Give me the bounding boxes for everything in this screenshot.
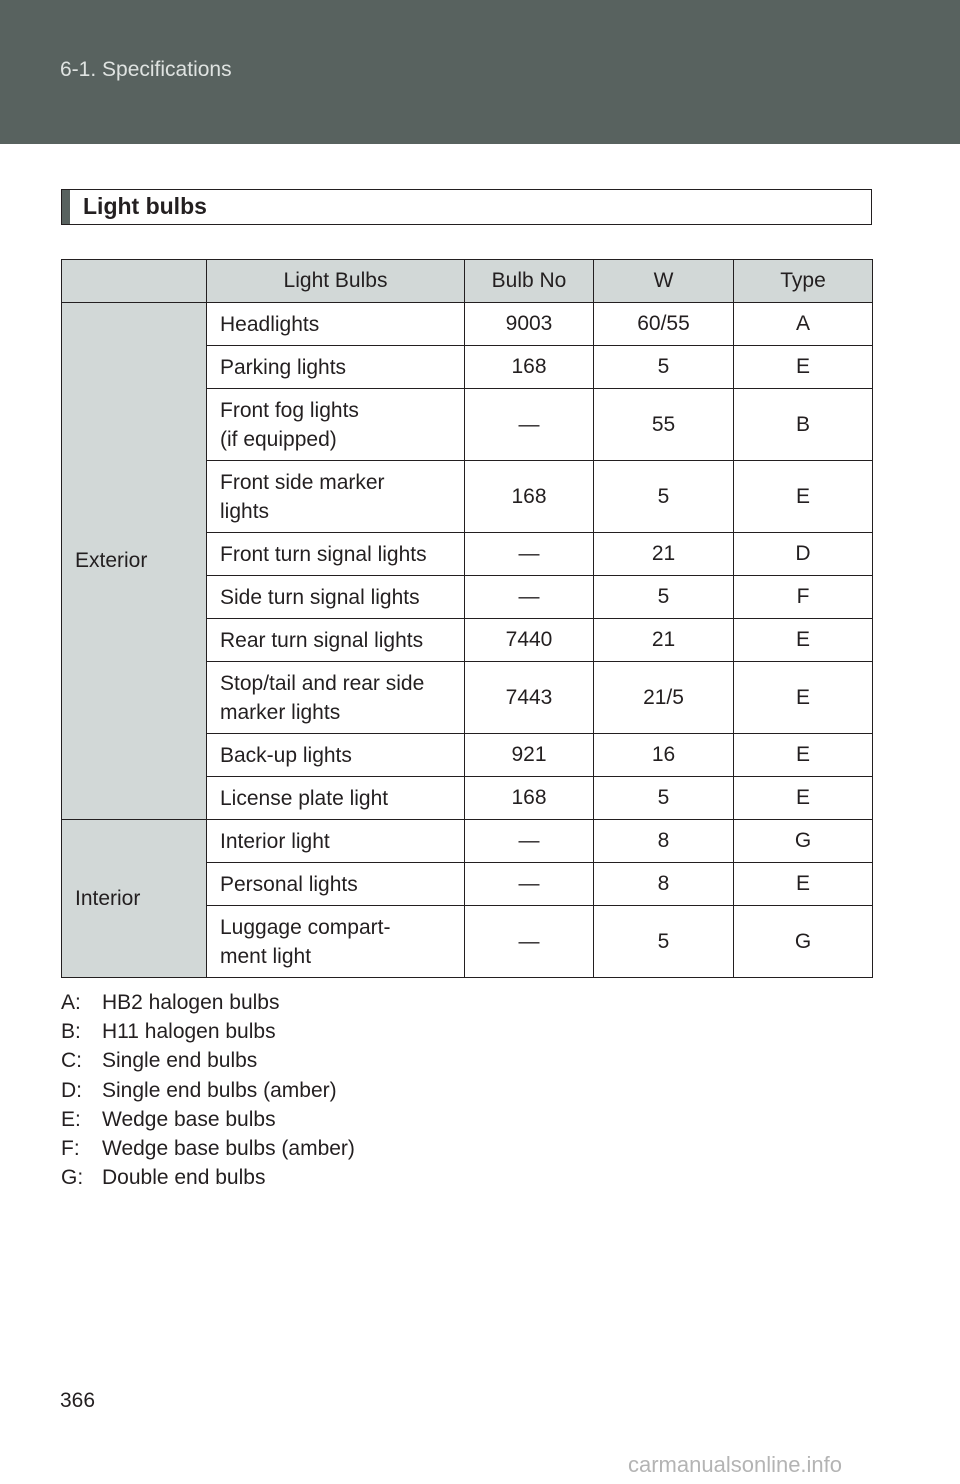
wattage-cell: 8 <box>594 863 734 906</box>
table-row <box>62 820 873 863</box>
legend-item <box>61 1134 355 1163</box>
bulb-name-cell: Stop/tail and rear side marker lights <box>207 662 465 734</box>
legend-key: E: <box>61 1107 81 1131</box>
group-label: Exterior <box>62 303 207 820</box>
bulb-number-cell: — <box>465 389 594 461</box>
legend-key: A: <box>61 991 81 1014</box>
wattage-cell: 8 <box>594 820 734 863</box>
legend-key: C: <box>61 1049 82 1073</box>
legend-item <box>61 988 355 1017</box>
legend-text: Single end bulbs (amber) <box>102 1078 337 1102</box>
table-row <box>62 303 873 346</box>
bulb-type-cell: E <box>734 461 873 533</box>
section-title: Light bulbs <box>83 193 207 219</box>
wattage-cell: 5 <box>594 777 734 820</box>
group-label: Interior <box>62 820 207 978</box>
legend-item <box>61 1046 355 1075</box>
bulb-name-cell: License plate light <box>207 777 465 820</box>
legend-key: B: <box>61 1020 81 1044</box>
wattage-cell: 60/55 <box>594 303 734 346</box>
bulb-number-cell: 168 <box>465 346 594 389</box>
bulb-name-cell: Headlights <box>207 303 465 346</box>
bulb-type-cell: D <box>734 533 873 576</box>
legend-text: Wedge base bulbs <box>102 1107 276 1131</box>
legend-text: Single end bulbs <box>102 1049 258 1073</box>
wattage-cell: 5 <box>594 461 734 533</box>
bulb-type-legend <box>61 988 355 1192</box>
legend-text: Wedge base bulbs (amber) <box>102 1137 355 1161</box>
column-header-light-bulbs: Light Bulbs <box>207 260 465 303</box>
bulb-type-cell: G <box>734 906 873 978</box>
wattage-cell: 5 <box>594 906 734 978</box>
column-header-watts: W <box>594 260 734 303</box>
bulb-number-cell: — <box>465 863 594 906</box>
wattage-cell: 5 <box>594 346 734 389</box>
legend-text: H11 halogen bulbs <box>102 1020 276 1044</box>
bulb-number-cell: — <box>465 576 594 619</box>
bulb-name-cell: Back-up lights <box>207 734 465 777</box>
column-header-bulb-no: Bulb No <box>465 260 594 303</box>
bulb-name-cell: Side turn signal lights <box>207 576 465 619</box>
bulb-number-cell: — <box>465 533 594 576</box>
bulb-name-cell: Front side marker lights <box>207 461 465 533</box>
legend-item <box>61 1105 355 1134</box>
bulb-number-cell: 168 <box>465 777 594 820</box>
bulb-type-cell: E <box>734 662 873 734</box>
wattage-cell: 21 <box>594 619 734 662</box>
bulb-type-cell: E <box>734 777 873 820</box>
column-header-group <box>62 260 207 303</box>
light-bulbs-table <box>61 259 873 978</box>
legend-key: D: <box>61 1078 82 1102</box>
bulb-name-cell: Interior light <box>207 820 465 863</box>
wattage-cell: 5 <box>594 576 734 619</box>
legend-item <box>61 1076 355 1105</box>
bulb-number-cell: 921 <box>465 734 594 777</box>
bulb-name-cell: Front fog lights (if equipped) <box>207 389 465 461</box>
bulb-name-cell: Front turn signal lights <box>207 533 465 576</box>
bulb-type-cell: E <box>734 346 873 389</box>
bulb-type-cell: E <box>734 863 873 906</box>
bulb-number-cell: — <box>465 906 594 978</box>
bulb-type-cell: A <box>734 303 873 346</box>
bulb-type-cell: E <box>734 734 873 777</box>
bulb-number-cell: 7440 <box>465 619 594 662</box>
wattage-cell: 16 <box>594 734 734 777</box>
bulb-number-cell: 9003 <box>465 303 594 346</box>
bulb-name-cell: Parking lights <box>207 346 465 389</box>
bulb-type-cell: B <box>734 389 873 461</box>
section-label: 6-1. Specifications <box>60 58 232 81</box>
bulb-type-cell: F <box>734 576 873 619</box>
bulb-name-cell: Rear turn signal lights <box>207 619 465 662</box>
legend-text: HB2 halogen bulbs <box>102 991 280 1014</box>
table-header-row <box>62 260 873 303</box>
bulb-name-cell: Luggage compart- ment light <box>207 906 465 978</box>
wattage-cell: 21/5 <box>594 662 734 734</box>
watermark-text: carmanualsonline.info <box>628 1452 843 1477</box>
page-number: 366 <box>60 1389 96 1412</box>
legend-item <box>61 1163 355 1192</box>
legend-key: G: <box>61 1166 84 1190</box>
section-title-bar <box>61 189 872 225</box>
column-header-type: Type <box>734 260 873 303</box>
page-header <box>0 0 960 144</box>
bulb-name-cell: Personal lights <box>207 863 465 906</box>
legend-key: F: <box>61 1137 80 1161</box>
legend-item <box>61 1017 355 1046</box>
legend-text: Double end bulbs <box>102 1166 266 1190</box>
title-accent-bar <box>62 190 70 224</box>
bulb-number-cell: — <box>465 820 594 863</box>
bulb-number-cell: 168 <box>465 461 594 533</box>
bulb-type-cell: G <box>734 820 873 863</box>
bulb-type-cell: E <box>734 619 873 662</box>
wattage-cell: 55 <box>594 389 734 461</box>
wattage-cell: 21 <box>594 533 734 576</box>
bulb-number-cell: 7443 <box>465 662 594 734</box>
